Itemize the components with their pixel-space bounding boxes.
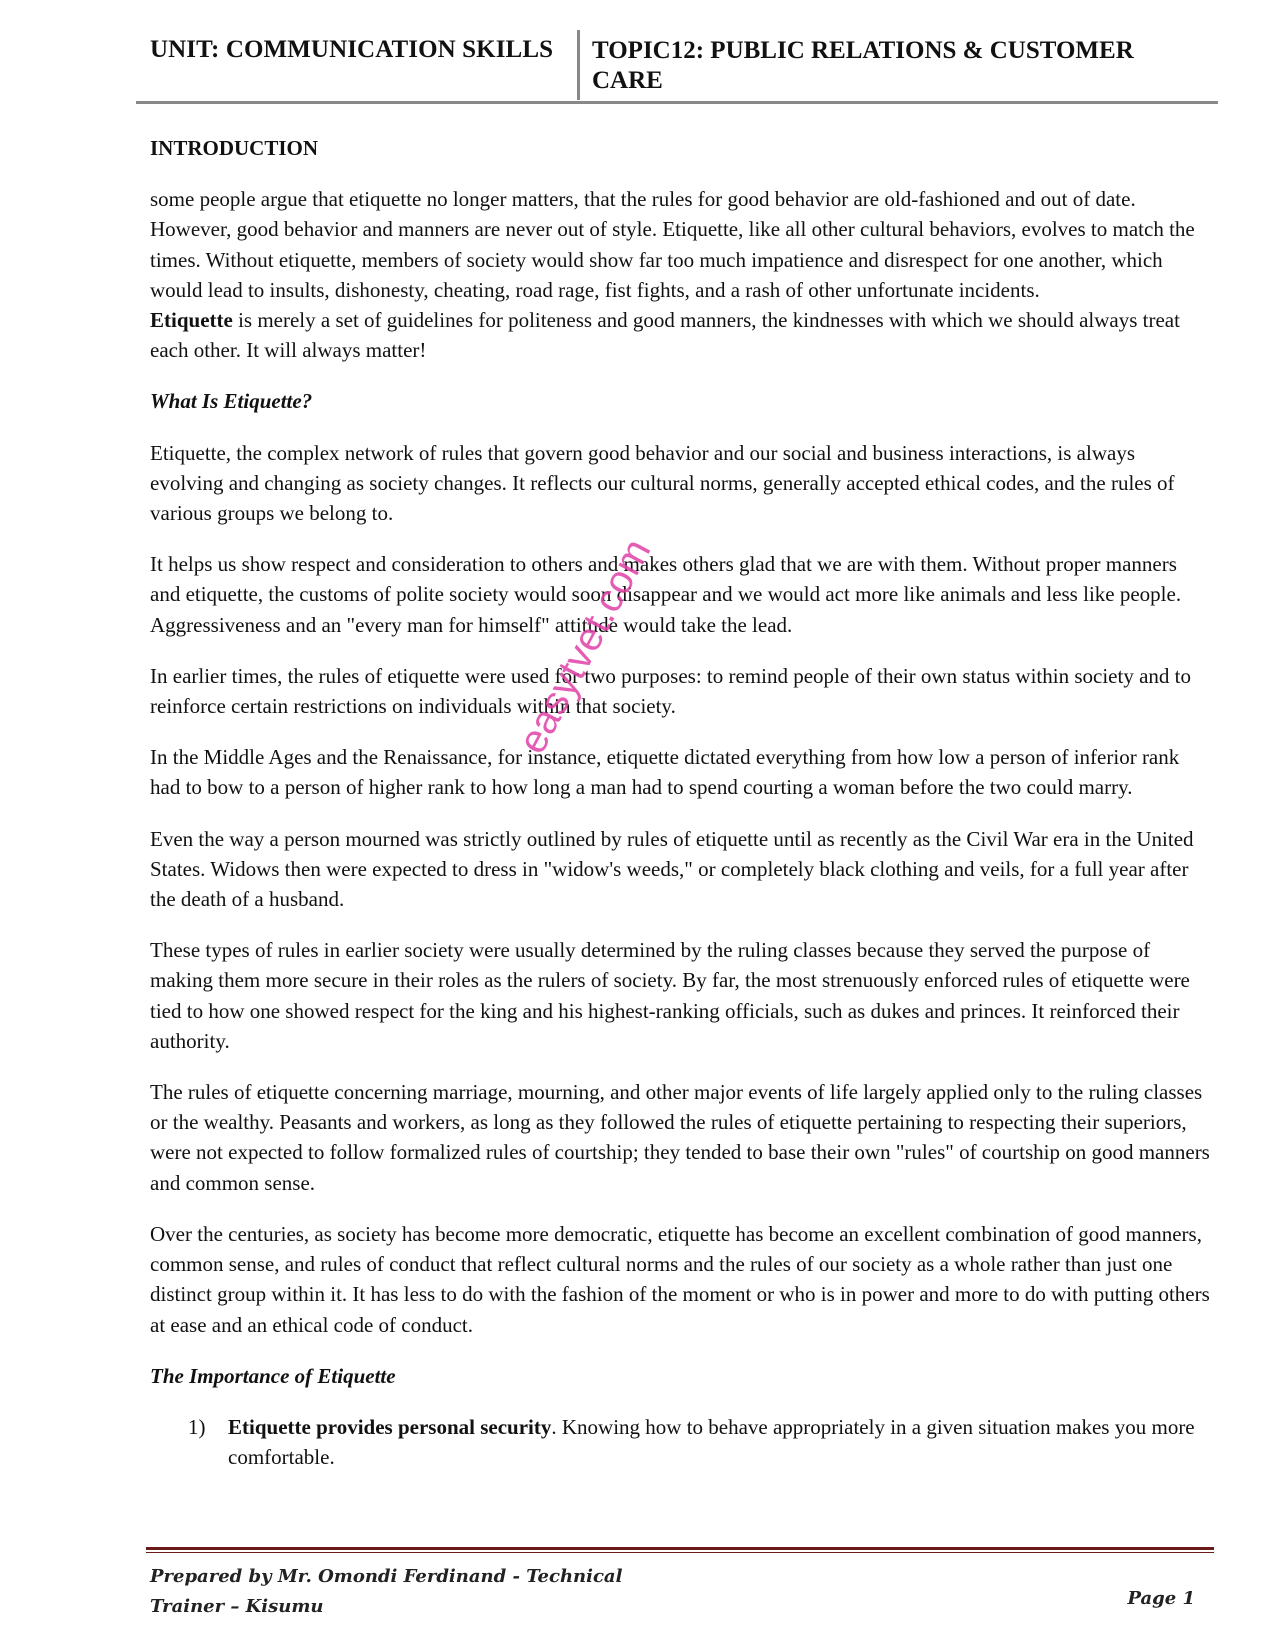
- footer-rule-thin: [146, 1552, 1214, 1553]
- introduction-heading: INTRODUCTION: [150, 136, 319, 160]
- etiquette-definition: [150, 305, 1210, 365]
- section-heading-importance: The Importance of Etiquette: [150, 1363, 396, 1388]
- paragraph: It helps us show respect and consideration to others and makes others glad that we are with them. Without proper manners and etiquette, the customs of polite society would soon disappear and we would act more like animals and less like people. Aggressiveness and an "every man for himself" attitude would take the lead.: [150, 552, 1182, 637]
- paragraph: In earlier times, the rules of etiquette were used for two purposes: to remind people of their own status within society and to reinforce certain restrictions on individuals within that society.: [150, 663, 1191, 719]
- header-divider: [577, 30, 580, 100]
- paragraph: Over the centuries, as society has become more democratic, etiquette has become an excellent combination of good manners, common sense, and rules of conduct that reflect cultural norms and the rules of our society as a whole rather than just one distinct group within it. It has less to do with the fashion of the moment or who is in power and more to do with putting others at ease and an ethical code of conduct.: [150, 1221, 1210, 1337]
- list-item-bold: Etiquette provides personal security: [228, 1414, 552, 1439]
- footer-prepared-by: Prepared by Mr. Omondi Ferdinand - Technical Trainer – Kisumu: [150, 1566, 623, 1617]
- list-item-rest: . Knowing how to behave appropriately in a given situation makes you more comfortable.: [228, 1414, 1195, 1470]
- footer-rule: [146, 1547, 1214, 1550]
- list-item-text: [228, 1412, 1210, 1472]
- list-item: [150, 1412, 1210, 1472]
- page-number: Page 1: [1127, 1588, 1195, 1609]
- etiquette-term: Etiquette: [150, 308, 233, 333]
- header-rule: [136, 101, 1218, 104]
- paragraph: Even the way a person mourned was strictly outlined by rules of etiquette until as recently as the Civil War era in the United States. Widows then were expected to dress in "widow's weeds," or completely black clothing and veils, for a full year after the death of a husband.: [150, 826, 1194, 912]
- etiquette-definition-text: is merely a set of guidelines for politeness and good manners, the kindnesses with which we should always treat each other. It will always matter!: [150, 308, 1180, 363]
- page-header: [136, 30, 1216, 100]
- intro-paragraph: some people argue that etiquette no longer matters, that the rules for good behavior are old-fashioned and out of date. However, good behavior and manners are never out of style. Etiquette, like all other cultural behaviors, evolves to match the times. Without etiquette, members of society would show far too much impatience and disrespect for one another, which would lead to insults, dishonesty, cheating, road rage, fist fights, and a rash of other unfortunate incidents.: [150, 187, 1195, 302]
- unit-title: UNIT: COMMUNICATION SKILLS: [150, 36, 554, 63]
- paragraph: These types of rules in earlier society were usually determined by the ruling classes because they served the purpose of making them more secure in their roles as the rulers of society. By far, the most strenuously enforced rules of etiquette were tied to how one showed respect for the king and his highest-ranking officials, such as dukes and princes. It reinforced their authority.: [150, 938, 1190, 1053]
- document-body: [150, 133, 1210, 1472]
- list-number: 1): [188, 1414, 206, 1439]
- topic-title: TOPIC12: PUBLIC RELATIONS & CUSTOMER CARE: [592, 37, 1134, 94]
- section-heading-what-is-etiquette: What Is Etiquette?: [150, 389, 313, 414]
- paragraph: Etiquette, the complex network of rules that govern good behavior and our social and business interactions, is always evolving and changing as society changes. It reflects our cultural norms, generally accepted ethical codes, and the rules of various groups we belong to.: [150, 440, 1175, 526]
- paragraph: In the Middle Ages and the Renaissance, for instance, etiquette dictated everything from how low a person of inferior rank had to bow to a person of higher rank to how long a man had to spend courting a woman before the two could marry.: [150, 745, 1180, 800]
- watermark: easytvet.com: [510, 531, 660, 761]
- paragraph: The rules of etiquette concerning marriage, mourning, and other major events of life largely applied only to the ruling classes or the wealthy. Peasants and workers, as long as they followed the rules of etiquette pertaining to respecting their superiors, were not expected to follow formalized rules of courtship; they tended to base their own "rules" of courtship on good manners and common sense.: [150, 1080, 1210, 1195]
